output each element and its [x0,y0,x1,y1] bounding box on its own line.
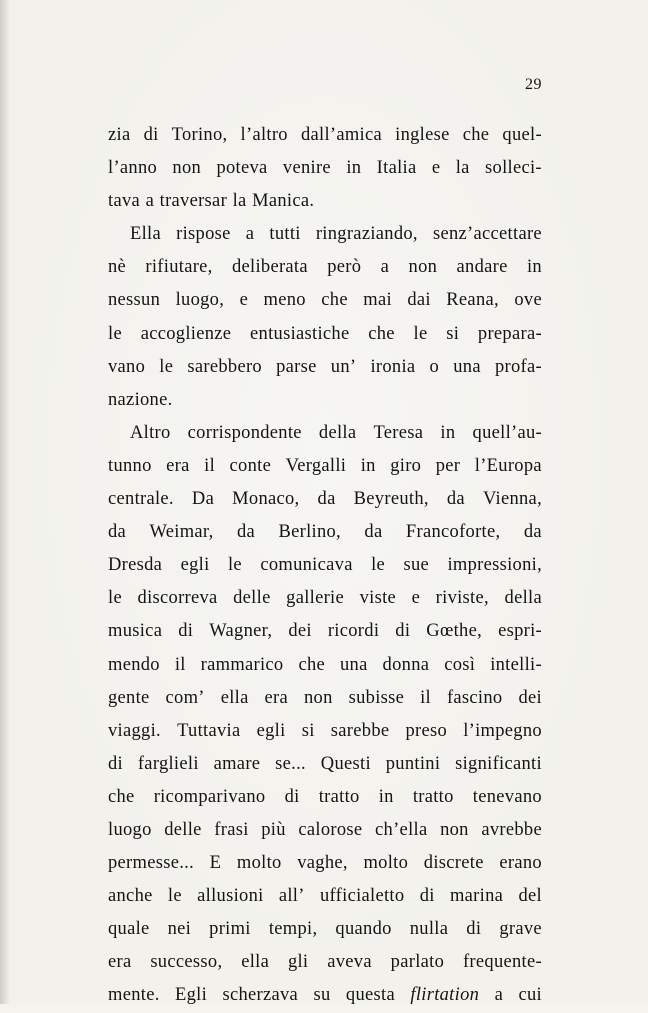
word: il [204,455,216,476]
word: di [143,125,159,145]
word: tava [108,191,141,212]
word: mendo [108,654,160,675]
word: dall’amica [300,125,383,145]
word: da [446,489,465,510]
word: quel- [502,125,542,145]
word: l’altro [240,125,288,145]
word: in [360,455,376,476]
word: si [446,323,460,344]
word: calorose [298,819,363,840]
word: parlato [390,952,445,973]
word: però [327,257,362,278]
body-text [108,119,542,1013]
word: le [371,555,386,576]
word: tenevano [472,786,542,807]
word: la [232,191,247,212]
word: accoglienze [140,323,232,344]
word: comunicava [260,555,353,576]
word: viste [359,588,397,609]
word: un’ [330,356,357,377]
word: le [108,323,122,344]
word: egli [256,720,286,741]
word: a [245,224,255,245]
word: andare [456,257,508,278]
word: ricomparivano [153,786,266,807]
word: luogo, [175,290,225,311]
word: Italia [376,158,417,179]
word: giro [390,455,422,476]
word: da [236,522,256,543]
word: significanti [455,753,542,774]
word: E [209,853,222,874]
word: Manica. [252,191,315,212]
word: sue [403,555,430,576]
word: Gœthe, [426,621,483,642]
word: nessun [108,290,161,311]
word: in [440,422,456,443]
text-line [108,880,542,913]
word: Vienna, [482,489,542,510]
word: dei [288,621,312,642]
word: questa [345,985,395,1006]
word: così [444,654,476,675]
word: le [227,555,242,576]
word: Weimar, [149,522,214,543]
word: discrete [423,853,484,874]
text-line [108,615,542,648]
text-line [108,318,542,351]
word: allusioni [197,886,264,907]
word: zia [108,125,131,145]
word: che [108,786,135,807]
word: Monaco, [232,489,300,510]
word: rammarico [200,654,284,675]
word: Torino, [171,125,228,145]
page-number: 29 [525,76,542,93]
word: se... [275,753,306,774]
word: ella [220,687,249,708]
word: fascino [446,687,503,708]
word: dai [407,290,431,311]
word: vano [108,356,146,377]
word: solleci- [485,158,542,179]
word: viaggi. [108,720,161,741]
text-line [108,946,542,979]
word: ricordi [327,621,380,642]
word: traversar [159,191,228,212]
word: ella [241,952,270,973]
word: com’ [165,687,205,708]
word: gente [108,687,150,708]
word: all’ [278,886,305,907]
word: musica [108,621,163,642]
word: Reana, [446,290,499,311]
word: quando [335,919,392,940]
word: conte [229,455,272,476]
text-line [108,979,542,1012]
word: scherzava [222,985,299,1006]
word: la [455,158,470,179]
word: nei [167,919,192,940]
word: e [239,290,249,311]
word: ironia [370,356,416,377]
word: una [453,356,481,377]
word: deliberata [231,257,308,278]
word: quale [108,919,150,940]
word: tratto [412,786,454,807]
text-line [108,450,542,483]
word: gli [287,952,309,973]
word: Teresa [373,422,424,443]
word: in [346,158,362,179]
word: l’anno [108,158,158,179]
word: era [166,455,190,476]
word: più [261,819,286,840]
word: nè [108,257,127,278]
text-line [108,185,542,218]
word: Altro [130,422,171,443]
word: delle [233,588,271,609]
word: l’impegno [463,720,542,741]
word: preso [405,720,448,741]
word: che [298,654,326,675]
word: nazione. [108,389,173,410]
text-line [108,417,542,450]
word: egli [180,555,210,576]
word: una [339,654,368,675]
word: Questi [320,753,371,774]
word: permesse... [108,853,195,874]
word: e [431,158,441,179]
text-line [108,781,542,814]
word: aveva [327,952,372,973]
word: che [368,323,395,344]
word: grave [499,919,542,940]
word: centrale. [108,489,174,510]
text-line [108,814,542,847]
word: meno [263,290,306,311]
word: dei [518,687,542,708]
word: e [411,588,421,609]
word: erano [499,853,542,874]
text-line [108,847,542,880]
word: molto [236,853,282,874]
word: a [380,257,390,278]
text-line [108,748,542,781]
word: mente. [108,985,160,1006]
page-edge-shadow [0,0,10,1004]
word: Vergalli [285,455,347,476]
word: Ella [130,224,161,245]
word: le [413,323,428,344]
word: delle [164,819,202,840]
word: frasi [214,819,249,840]
word: di [178,621,194,642]
word: riviste, [435,588,489,609]
word: prepara- [477,323,542,344]
word: donna [382,654,430,675]
word: ch’ella [375,819,428,840]
word: profa- [494,356,542,377]
word: di [108,753,123,774]
word: da [364,522,383,543]
word: venire [282,158,331,179]
text-line [108,682,542,715]
word: in [378,786,394,807]
text-line [108,351,542,384]
word: gallerie [286,588,345,609]
word: non [303,687,333,708]
word: Da [191,489,215,510]
word: espri- [498,621,542,642]
word: Dresda [108,555,163,576]
word: di [284,786,300,807]
word: avrebbe [481,819,542,840]
word: le [167,886,182,907]
word: luogo [108,819,152,840]
word: primi [209,919,251,940]
word: di [466,919,482,940]
word: ringraziando, [315,224,418,245]
word: sarebbero [187,356,262,377]
word: era [108,952,132,973]
word: da [108,522,127,543]
text-line [108,582,542,615]
word: ufficialetto [320,886,405,907]
word: farglieli [137,753,199,774]
word: parse [276,356,317,377]
word: su [313,985,331,1006]
text-line [108,218,542,251]
word: il [174,654,186,675]
word: si [301,720,315,741]
word: a [494,985,504,1006]
text-line [108,913,542,946]
word: tunno [108,455,152,476]
word: sarebbe [330,720,390,741]
word: le [108,588,122,609]
word: rispose [176,224,231,245]
word: a [145,191,155,212]
word: Francoforte, [405,522,501,543]
word: mai [363,290,392,311]
word: nulla [409,919,449,940]
text-line [108,152,542,185]
word: discorreva [137,588,218,609]
word: l’Europa [474,455,542,476]
word: inglese [395,125,450,145]
text-line [108,516,542,549]
word: intelli- [490,654,542,675]
word: frequente- [462,952,542,973]
word: del [518,886,542,907]
word: Egli [175,985,208,1006]
word: di [419,886,435,907]
word: subisse [348,687,405,708]
word: ove [514,290,542,311]
word: Berlino, [278,522,341,543]
text-line [108,549,542,582]
word: della [504,588,542,609]
word: successo, [150,952,223,973]
text-line [108,483,542,516]
word: che [462,125,490,145]
word: anche [108,886,153,907]
word: della [318,422,357,443]
word: di [395,621,411,642]
word: amare [213,753,261,774]
text-line [108,284,542,317]
word: tempi, [268,919,318,940]
word: era [264,687,289,708]
word: tutti [269,224,301,245]
text-line [108,715,542,748]
word: per [435,455,461,476]
word: le [159,356,174,377]
word: tratto [318,786,360,807]
word: marina [449,886,504,907]
word: non [172,158,202,179]
word: non [440,819,469,840]
word: rifiutare, [145,257,213,278]
word: senz’accettare [432,224,542,245]
word: il [420,687,431,708]
word: non [408,257,438,278]
text-line [108,251,542,284]
word: puntini [385,753,441,774]
word: da [317,489,336,510]
word: Tuttavia [177,720,241,741]
word: Wagner, [209,621,273,642]
text-line [108,384,542,417]
word: poteva [216,158,268,179]
word: quell’au- [472,422,542,443]
word: Beyreuth, [353,489,429,510]
word: cui [518,985,542,1006]
word: da [523,522,542,543]
word: flirtation [410,985,480,1006]
word: corrispondente [187,422,302,443]
word: molto [363,853,409,874]
word: entusiastiche [250,323,350,344]
word: vaghe, [297,853,348,874]
word: o [429,356,440,377]
text-line [108,119,542,152]
word: impressioni, [447,555,542,576]
word: in [526,257,542,278]
word: che [321,290,348,311]
text-line [108,649,542,682]
